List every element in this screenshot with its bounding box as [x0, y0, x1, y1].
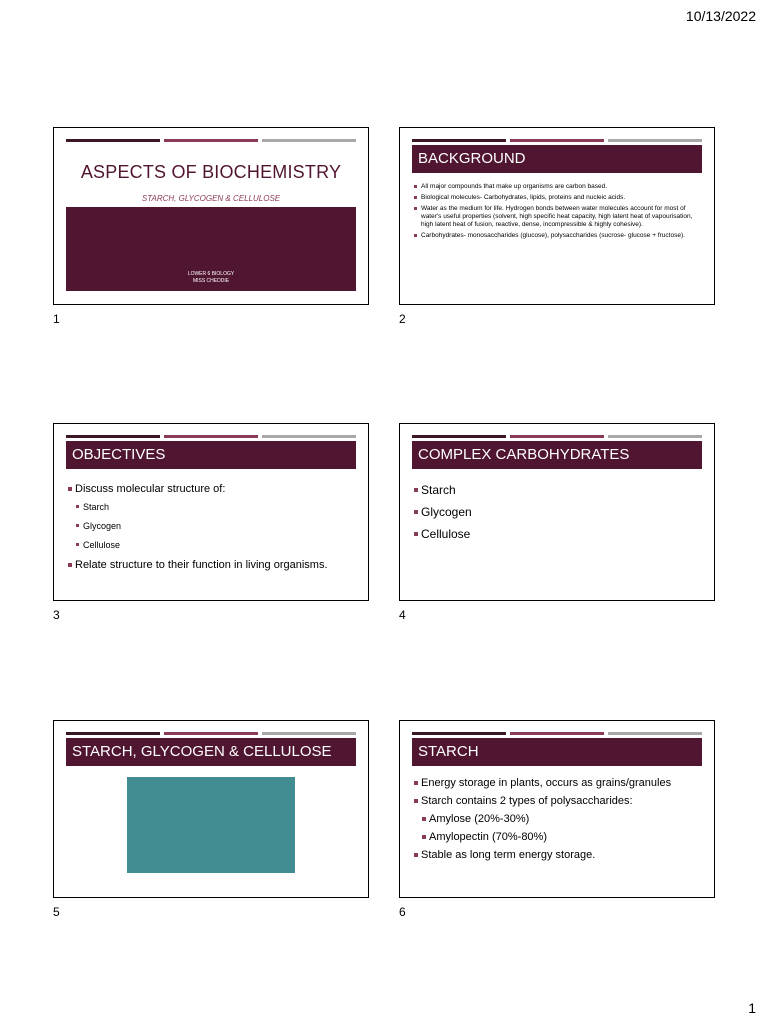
- list-item: Starch: [414, 482, 704, 498]
- list-item: Biological molecules- Carbohydrates, lipids, proteins and nucleic acids.: [414, 194, 704, 202]
- slide-number: 2: [399, 312, 406, 326]
- slide-title: STARCH: [412, 738, 702, 766]
- slide-title: ASPECTS OF BIOCHEMISTRY: [80, 162, 342, 182]
- slide-title: COMPLEX CARBOHYDRATES: [412, 441, 702, 469]
- list-item: Amylopectin (70%-80%): [422, 830, 704, 844]
- list-item: Relate structure to their function in living organisms.: [68, 558, 358, 572]
- list-item: Glycogen: [414, 504, 704, 520]
- slide-number: 5: [53, 905, 60, 919]
- list-item: Amylose (20%-30%): [422, 812, 704, 826]
- page-date: 10/13/2022: [685, 8, 756, 24]
- slide-number: 3: [53, 608, 60, 622]
- image-placeholder: [127, 777, 295, 873]
- slide-title: BACKGROUND: [412, 145, 702, 173]
- slide-title: OBJECTIVES: [66, 441, 356, 469]
- bullet-list: [414, 183, 704, 243]
- list-item: Glycogen: [76, 520, 358, 532]
- list-item: Energy storage in plants, occurs as grains/granules: [414, 776, 704, 790]
- list-item: Cellulose: [76, 539, 358, 551]
- slide-4: [399, 423, 715, 601]
- slide-2: [399, 127, 715, 305]
- accent-strip: [66, 435, 356, 438]
- slide-6: [399, 720, 715, 898]
- credit: [66, 271, 356, 285]
- list-item: All major compounds that make up organisms are carbon based.: [414, 183, 704, 191]
- slide-1: [53, 127, 369, 305]
- bullet-list: [68, 482, 358, 577]
- bullet-list: [414, 776, 704, 866]
- accent-strip: [412, 139, 702, 142]
- list-item: Stable as long term energy storage.: [414, 848, 704, 862]
- page-number: 1: [748, 1000, 756, 1016]
- list-item: Water as the medium for life. Hydrogen bonds between water molecules account for most of water's useful properties (solvent, high specific heat capacity, high latent heat of vapourisation, high latent heat of fusion, reactive, dense, incompressible & highly cohesive).: [414, 205, 704, 229]
- slide-number: 4: [399, 608, 406, 622]
- accent-strip: [66, 732, 356, 735]
- slide-number: 1: [53, 312, 60, 326]
- bullet-list: [414, 482, 704, 548]
- accent-strip: [412, 435, 702, 438]
- slide-title: STARCH, GLYCOGEN & CELLULOSE: [66, 738, 356, 766]
- accent-strip: [66, 139, 356, 142]
- slide-5: [53, 720, 369, 898]
- slide-subtitle: STARCH, GLYCOGEN & CELLULOSE: [141, 194, 281, 203]
- accent-strip: [412, 732, 702, 735]
- slide-3: [53, 423, 369, 601]
- list-item: Starch: [76, 501, 358, 513]
- credit-line-2: MISS CHEDDIE: [192, 278, 230, 284]
- list-item: Carbohydrates- monosaccharides (glucose), polysaccharides (sucrose- glucose + fructose).: [414, 232, 704, 240]
- list-item: Starch contains 2 types of polysaccharides:: [414, 794, 704, 808]
- title-block: [66, 207, 356, 291]
- credit-line-1: LOWER 6 BIOLOGY: [187, 271, 235, 277]
- list-item: Cellulose: [414, 526, 704, 542]
- slide-number: 6: [399, 905, 406, 919]
- list-item: Discuss molecular structure of:: [68, 482, 358, 496]
